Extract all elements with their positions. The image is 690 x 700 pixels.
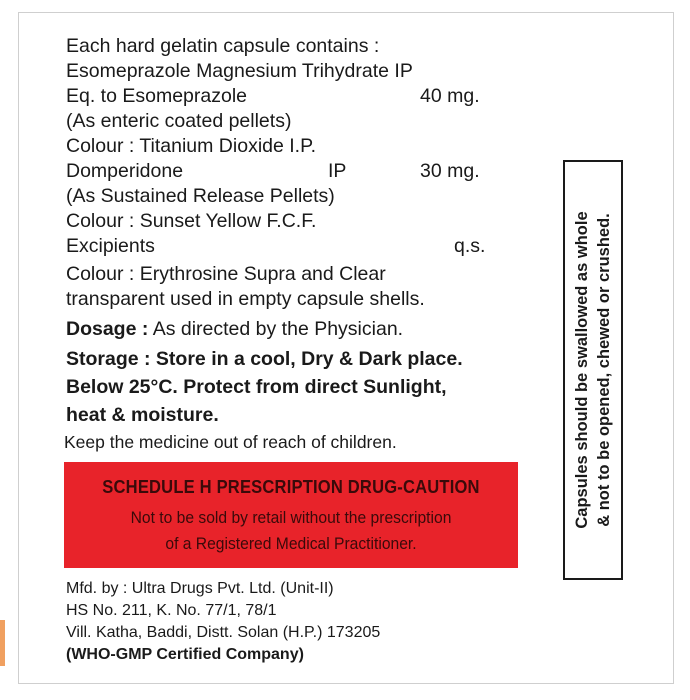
ingredient-quantity: 40 mg. [420,85,480,107]
storage-line: Below 25°C. Protect from direct Sunlight, [66,376,447,398]
dosage-line [66,317,403,341]
swallow-instruction-text [571,170,615,570]
composition-intro: Each hard gelatin capsule contains : [66,35,380,57]
schedule-h-caution-box [64,462,518,568]
caution-text: of a Registered Medical Practitioner. [165,534,417,553]
edge-color-strip [0,620,5,666]
composition-line: (As enteric coated pellets) [66,110,292,132]
manufacturer-line: HS No. 211, K. No. 77/1, 78/1 [66,602,277,619]
manufacturer-certification: (WHO-GMP Certified Company) [66,646,304,663]
composition-line [66,234,496,258]
composition-line: Esomeprazole Magnesium Trihydrate IP [66,60,413,82]
manufacturer-line: Mfd. by : Ultra Drugs Pvt. Ltd. (Unit-II) [66,580,334,597]
composition-line: (As Sustained Release Pellets) [66,185,335,207]
swallow-instruction-box [563,160,623,580]
storage-line: heat & moisture. [66,404,219,426]
ingredient-quantity: 30 mg. [420,160,480,182]
ingredient-name: Excipients [66,235,155,257]
child-warning: Keep the medicine out of reach of children. [64,432,397,452]
composition-line: Colour : Titanium Dioxide I.P. [66,135,317,157]
ingredient-quantity: q.s. [454,235,486,257]
caution-title: SCHEDULE H PRESCRIPTION DRUG-CAUTION [102,477,480,497]
composition-line: Colour : Sunset Yellow F.C.F. [66,210,317,232]
dosage-text: As directed by the Physician. [152,318,404,340]
storage-line: Storage : Store in a cool, Dry & Dark place. [66,348,463,370]
manufacturer-line: Vill. Katha, Baddi, Distt. Solan (H.P.) 173205 [66,624,381,641]
ingredient-name: Eq. to Esomeprazole [66,85,248,107]
composition-line: transparent used in empty capsule shells. [66,288,425,310]
composition-line [66,84,486,108]
swallow-instruction-line: & not to be opened, chewed or crushed. [595,213,613,527]
swallow-instruction-line: Capsules should be swallowed as whole [573,211,591,529]
dosage-label: Dosage : [66,318,149,340]
ingredient-standard: IP [328,160,347,182]
composition-line [66,159,486,183]
composition-line: Colour : Erythrosine Supra and Clear [66,263,386,285]
ingredient-name: Domperidone [66,160,184,182]
caution-text: Not to be sold by retail without the prescription [130,508,452,527]
